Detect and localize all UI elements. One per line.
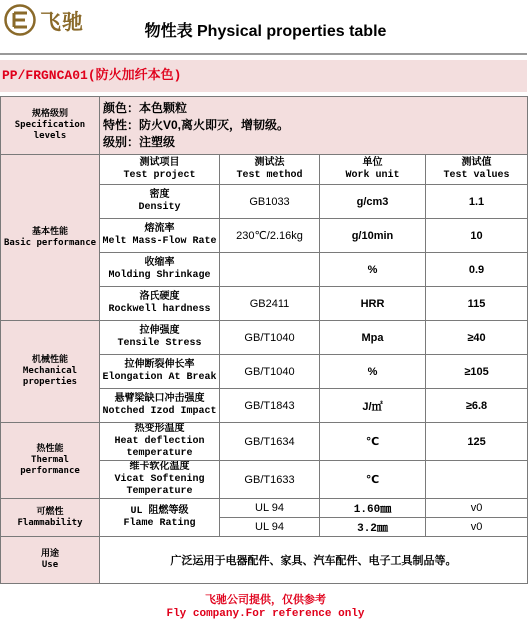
row-value: 10	[426, 219, 528, 253]
row-method: GB2411	[220, 287, 320, 321]
use-row	[1, 537, 528, 584]
row-project-cn: 密度	[149, 189, 170, 201]
header-value-cn: 测试值	[461, 157, 492, 169]
row-value: ≥105	[426, 355, 528, 389]
row-project-cn: 熔流率	[144, 223, 175, 235]
row-project	[100, 499, 220, 537]
row-project-en: Elongation At Break	[102, 371, 217, 383]
row-method: 230℃/2.16kg	[220, 219, 320, 253]
row-unit: HRR	[320, 287, 426, 321]
row-project	[100, 253, 220, 287]
row-project-en: Vicat Softening Temperature	[114, 473, 205, 497]
header-unit-en: Work unit	[345, 169, 400, 181]
table-row	[1, 499, 528, 518]
row-project-en: Melt Mass-Flow Rate	[102, 235, 217, 247]
table-row	[1, 423, 528, 461]
row-method	[220, 253, 320, 287]
row-project	[100, 423, 220, 461]
header-method-en: Test method	[236, 169, 303, 181]
mechanical-category-en: Mechanical properties	[22, 366, 78, 387]
row-method: GB/T1633	[220, 461, 320, 499]
basic-category-cn: 基本性能	[31, 226, 68, 237]
row-unit: 1.60㎜	[320, 499, 426, 518]
spec-line: 颜色：本色颗粒	[103, 101, 188, 115]
row-project-cn: 收缩率	[144, 257, 175, 269]
row-project	[100, 389, 220, 423]
thermal-category	[1, 423, 100, 499]
header-method-cn: 测试法	[254, 157, 285, 169]
spec-line: 级别：注塑级	[103, 135, 176, 149]
flammability-category-cn: 可燃性	[36, 506, 64, 517]
table-row	[1, 321, 528, 355]
header-test-values	[426, 155, 528, 185]
row-value: ≥6.8	[426, 389, 528, 423]
row-unit: %	[320, 253, 426, 287]
header	[0, 0, 531, 55]
product-name: PP/FRGNCA01(防火加纤本色)	[0, 60, 527, 92]
row-project	[100, 321, 220, 355]
basic-category	[1, 155, 100, 321]
row-method: UL 94	[220, 518, 320, 537]
row-project-en: Density	[138, 201, 181, 213]
table-header-row	[1, 155, 528, 185]
row-project-en: Notched Izod Impact	[102, 405, 217, 417]
thermal-category-cn: 热性能	[36, 444, 64, 454]
row-project-cn: 维卡软化温度	[129, 461, 190, 473]
header-divider	[0, 53, 527, 55]
spec-details	[100, 97, 528, 155]
row-unit: g/cm3	[320, 185, 426, 219]
use-category-cn: 用途	[40, 549, 59, 559]
mechanical-category-cn: 机械性能	[31, 355, 68, 365]
row-project-cn: 悬臂梁缺口冲击强度	[114, 393, 205, 405]
row-value: 0.9	[426, 253, 528, 287]
row-project	[100, 185, 220, 219]
row-method: UL 94	[220, 499, 320, 518]
spec-line: 特性：防火V0,离火即灭，增韧级。	[103, 118, 290, 132]
flammability-category	[1, 499, 100, 537]
row-unit: ℃	[320, 461, 426, 499]
row-value: v0	[426, 518, 528, 537]
row-value: v0	[426, 499, 528, 518]
row-project	[100, 355, 220, 389]
row-unit: %	[320, 355, 426, 389]
header-value-en: Test values	[443, 169, 510, 181]
page-title: 物性表 Physical properties table	[144, 23, 387, 40]
header-unit-cn: 单位	[362, 157, 383, 169]
properties-table	[0, 96, 528, 584]
row-method: GB1033	[220, 185, 320, 219]
header-work-unit	[320, 155, 426, 185]
row-project-en: Flame Rating	[123, 517, 196, 529]
row-unit: J/㎡	[320, 389, 426, 423]
row-project-cn: 洛氏硬度	[139, 291, 180, 303]
spec-category-cn: 规格级别	[31, 109, 68, 119]
row-value: 1.1	[426, 185, 528, 219]
row-project-en: Heat deflection temperature	[114, 435, 205, 459]
row-unit: ℃	[320, 423, 426, 461]
logo-text: 飞驰	[40, 10, 84, 34]
row-method: GB/T1843	[220, 389, 320, 423]
basic-category-en: Basic performance	[3, 237, 97, 248]
use-category	[1, 537, 100, 584]
row-unit: g/10min	[320, 219, 426, 253]
row-project	[100, 461, 220, 499]
header-test-project	[100, 155, 220, 185]
row-value: 115	[426, 287, 528, 321]
row-project-cn: UL 阻燃等级	[130, 505, 189, 517]
use-description: 广泛运用于电器配件、家具、汽车配件、电子工具制品等。	[100, 537, 528, 584]
row-unit: 3.2㎜	[320, 518, 426, 537]
row-value: ≥40	[426, 321, 528, 355]
spec-row	[1, 97, 528, 155]
row-project-en: Tensile Stress	[117, 337, 202, 349]
footer-note-cn: 飞驰公司提供，仅供参考	[205, 595, 326, 607]
row-project	[100, 219, 220, 253]
header-test-method	[220, 155, 320, 185]
row-value: 125	[426, 423, 528, 461]
header-project-cn: 测试项目	[139, 157, 180, 169]
footer-note-en: Fly company.For reference only	[166, 608, 365, 620]
row-project-cn: 热变形温度	[134, 423, 185, 435]
flammability-category-en: Flammability	[17, 517, 83, 528]
thermal-category-en: Thermal performance	[20, 455, 80, 476]
spec-category-en: Specification levels	[14, 120, 86, 141]
use-category-en: Use	[41, 560, 59, 570]
spec-category	[1, 97, 100, 155]
row-project-en: Rockwell hardness	[108, 303, 211, 315]
header-project-en: Test project	[123, 169, 196, 181]
row-unit: Mpa	[320, 321, 426, 355]
row-project	[100, 287, 220, 321]
row-project-en: Molding Shrinkage	[108, 269, 211, 281]
mechanical-category	[1, 321, 100, 423]
row-value	[426, 461, 528, 499]
row-method: GB/T1634	[220, 423, 320, 461]
row-project-cn: 拉伸断裂伸长率	[124, 359, 195, 371]
row-method: GB/T1040	[220, 355, 320, 389]
row-method: GB/T1040	[220, 321, 320, 355]
row-project-cn: 拉伸强度	[139, 325, 180, 337]
